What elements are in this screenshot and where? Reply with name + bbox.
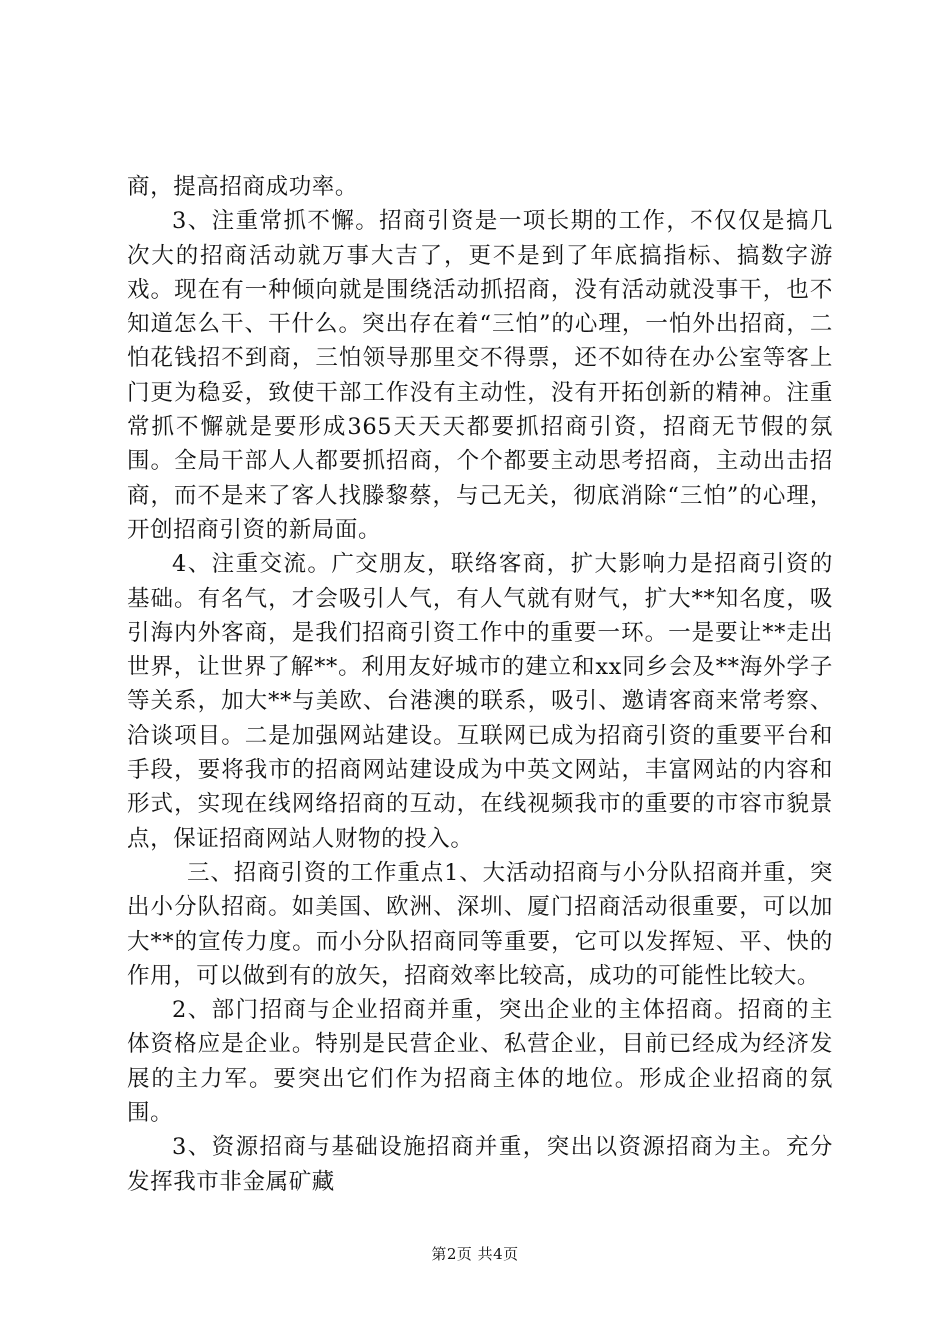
paragraph-continuation: 商，提高招商成功率。 — [127, 174, 359, 200]
paragraph-work-priorities: 三、招商引资的工作重点1、大活动招商与小分队招商并重，突出小分队招商。如美国、欧洲、深圳、厦门招商活动很重要，可以加大**的宣传力度。而小分队招商同等重要，它可以发挥短、平、快的作用，可以做到有的放矢，招商效率比较高，成功的可能性比较大。 — [127, 859, 833, 989]
page-number-footer: 第2页 共4页 — [431, 1245, 519, 1263]
paragraph-enterprise-investment: 2、部门招商与企业招商并重，突出企业的主体招商。招商的主体资格应是企业。特别是民营企业、私营企业，目前已经成为经济发展的主力军。要突出它们作为招商主体的地位。形成企业招商的氛围。 — [127, 997, 833, 1127]
document-body — [127, 170, 833, 1199]
paragraph-constant-effort: 3、注重常抓不懈。招商引资是一项长期的工作，不仅仅是搞几次大的招商活动就万事大吉了，更不是到了年底搞指标、搞数字游戏。现在有一种倾向就是围绕活动抓招商，没有活动就没事干，也不知道怎么干、干什么。突出存在着“三怕”的心理，一怕外出招商，二怕花钱招不到商，三怕领导那里交不得票，还不如待在办公室等客上门更为稳妥，致使干部工作没有主动性，没有开拓创新的精神。注重常抓不懈就是要形成365天天天都要抓招商引资，招商无节假的氛围。全局干部人人都要抓招商，个个都要主动思考招商，主动出击招商，而不是来了客人找滕黎蔡，与己无关，彻底消除“三怕”的心理，开创招商引资的新局面。 — [127, 208, 833, 543]
paragraph-resource-investment: 3、资源招商与基础设施招商并重，突出以资源招商为主。充分发挥我市非金属矿藏 — [127, 1134, 833, 1195]
paragraph-communication: 4、注重交流。广交朋友，联络客商，扩大影响力是招商引资的基础。有名气，才会吸引人气，有人气就有财气，扩大**知名度，吸引海内外客商，是我们招商引资工作中的重要一环。一是要让**走出世界，让世界了解**。利用友好城市的建立和xx同乡会及**海外学子等关系，加大**与美欧、台港澳的联系，吸引、邀请客商来常考察、洽谈项目。二是加强网站建设。互联网已成为招商引资的重要平台和手段，要将我市的招商网站建设成为中英文网站，丰富网站的内容和形式，实现在线网络招商的互动，在线视频我市的重要的市容市貌景点，保证招商网站人财物的投入。 — [127, 551, 833, 852]
